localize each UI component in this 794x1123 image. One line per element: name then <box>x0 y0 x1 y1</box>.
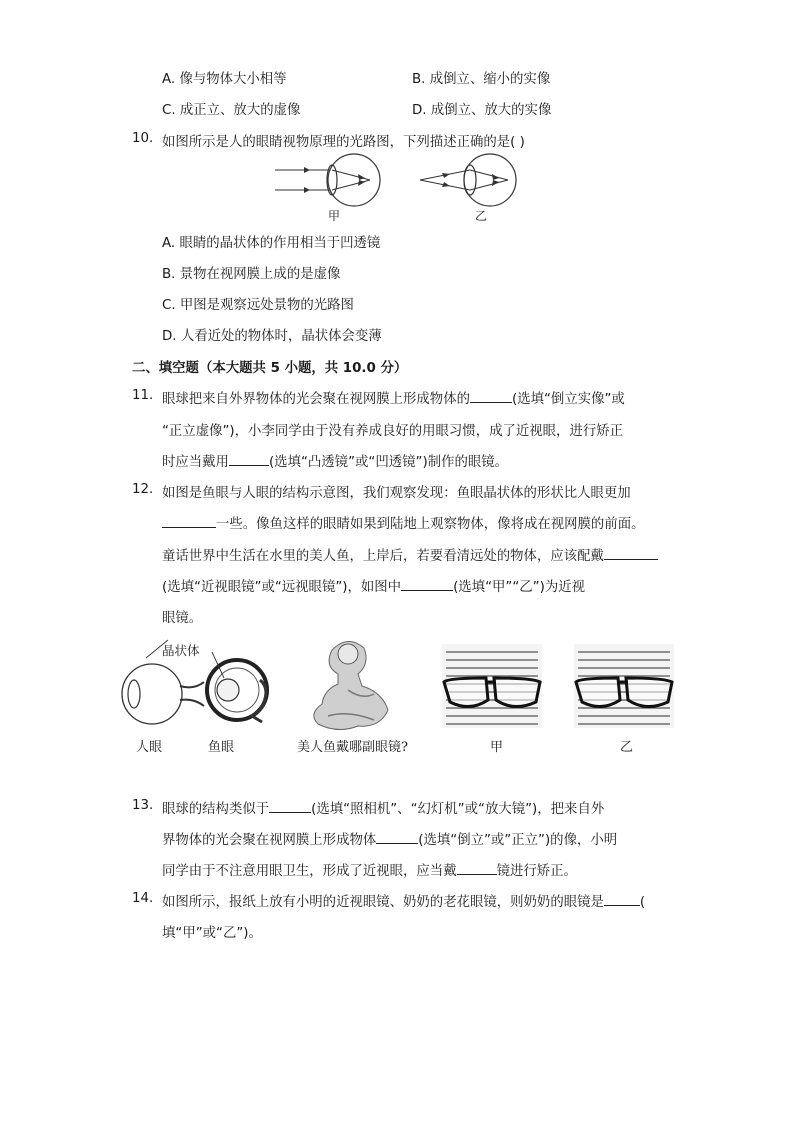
q10-eye-diagram <box>270 150 530 226</box>
q13-line-2: 界物体的光会聚在视网膜上形成物体 (选填“倒立”或”正立”)的像，小明 <box>162 829 617 848</box>
q13-answer-blank-3[interactable] <box>457 860 497 875</box>
q13-number: 13. <box>132 798 154 813</box>
q12-line-4: (选填“近视眼镜”或“远视眼镜”)，如图中 (选填“甲”“乙”)为近视 <box>162 576 585 595</box>
eye-diagram-yi <box>420 154 516 206</box>
q13-answer-blank-1[interactable] <box>269 798 311 813</box>
q10-stem: 如图所示是人的眼睛视物原理的光路图，下列描述正确的是( ) <box>162 135 525 150</box>
q11-answer-blank-1[interactable] <box>470 388 512 403</box>
q14-number: 14. <box>132 891 154 906</box>
q12-caption-human-eye: 人眼 <box>136 740 163 755</box>
fish-eye-illustration <box>207 652 267 722</box>
q11-number: 11. <box>132 388 154 403</box>
q14-line-1: 如图所示，报纸上放有小明的近视眼镜、奶奶的老花眼镜，则奶奶的眼镜是 ( <box>162 891 645 910</box>
q11-answer-blank-2[interactable] <box>229 451 269 466</box>
q10-fig-label-yi: 乙 <box>475 209 488 223</box>
q11-line-1: 眼球把来自外界物体的光会聚在视网膜上形成物体的 (选填“倒立实像”或 <box>162 388 625 407</box>
eye-diagram-jia <box>275 154 380 206</box>
q9-option-a[interactable]: A. 像与物体大小相等 <box>162 72 287 87</box>
q12-line-2: 一些。像鱼这样的眼睛如果到陆地上观察物体，像将成在视网膜的前面。 <box>162 513 645 532</box>
q12-caption-mermaid: 美人鱼戴哪副眼镜? <box>297 740 408 755</box>
q12-answer-blank-2[interactable] <box>604 545 658 560</box>
q10-option-d[interactable]: D. 人看近处的物体时，晶状体会变薄 <box>162 329 382 344</box>
q12-caption-yi: 乙 <box>620 740 634 755</box>
q10-option-c[interactable]: C. 甲图是观察远处景物的光路图 <box>162 298 354 313</box>
q14-answer-blank-1[interactable] <box>604 891 640 906</box>
mermaid-illustration <box>314 641 388 729</box>
section-2-heading: 二、填空题（本大题共 5 小题，共 10.0 分） <box>132 361 408 376</box>
q13-line-1: 眼球的结构类似于 (选填“照相机”、“幻灯机”或“放大镜”)，把来自外 <box>162 798 604 817</box>
q10-number: 10. <box>132 131 154 146</box>
q10-option-b[interactable]: B. 景物在视网膜上成的是虚像 <box>162 267 341 282</box>
q12-fig-lens-label: 晶状体 <box>162 643 200 658</box>
q10-fig-label-jia: 甲 <box>328 209 341 223</box>
q9-option-c[interactable]: C. 成正立、放大的虚像 <box>162 103 301 118</box>
q9-option-b[interactable]: B. 成倒立、缩小的实像 <box>412 72 551 87</box>
q12-number: 12. <box>132 482 154 497</box>
q12-caption-jia: 甲 <box>490 740 504 755</box>
q10-option-a[interactable]: A. 眼睛的晶状体的作用相当于凹透镜 <box>162 236 381 251</box>
q13-answer-blank-2[interactable] <box>376 829 418 844</box>
glasses-yi-illustration <box>574 644 674 728</box>
q12-line-3: 童话世界中生活在水里的美人鱼，上岸后，若要看清远处的物体，应该配戴 <box>162 545 658 564</box>
q12-line-1: 如图是鱼眼与人眼的结构示意图，我们观察发现：鱼眼晶状体的形状比人眼更加 <box>162 486 631 501</box>
q12-line-5: 眼镜。 <box>162 611 203 626</box>
q13-line-3: 同学由于不注意用眼卫生，形成了近视眼，应当戴 镜进行矫正。 <box>162 860 577 879</box>
q12-answer-blank-1[interactable] <box>162 513 216 528</box>
q11-line-2: “正立虚像”)，小李同学由于没有养成良好的用眼习惯，成了近视眼，进行矫正 <box>162 424 623 439</box>
q14-line-2: 填“甲”或“乙”)。 <box>162 926 262 941</box>
q11-line-3: 时应当戴用 (选填“凸透镜”或“凹透镜”)制作的眼镜。 <box>162 451 508 470</box>
q12-caption-fish-eye: 鱼眼 <box>208 740 235 755</box>
q12-answer-blank-3[interactable] <box>401 576 453 591</box>
glasses-jia-illustration <box>442 644 542 728</box>
q9-option-d[interactable]: D. 成倒立、放大的实像 <box>412 103 552 118</box>
